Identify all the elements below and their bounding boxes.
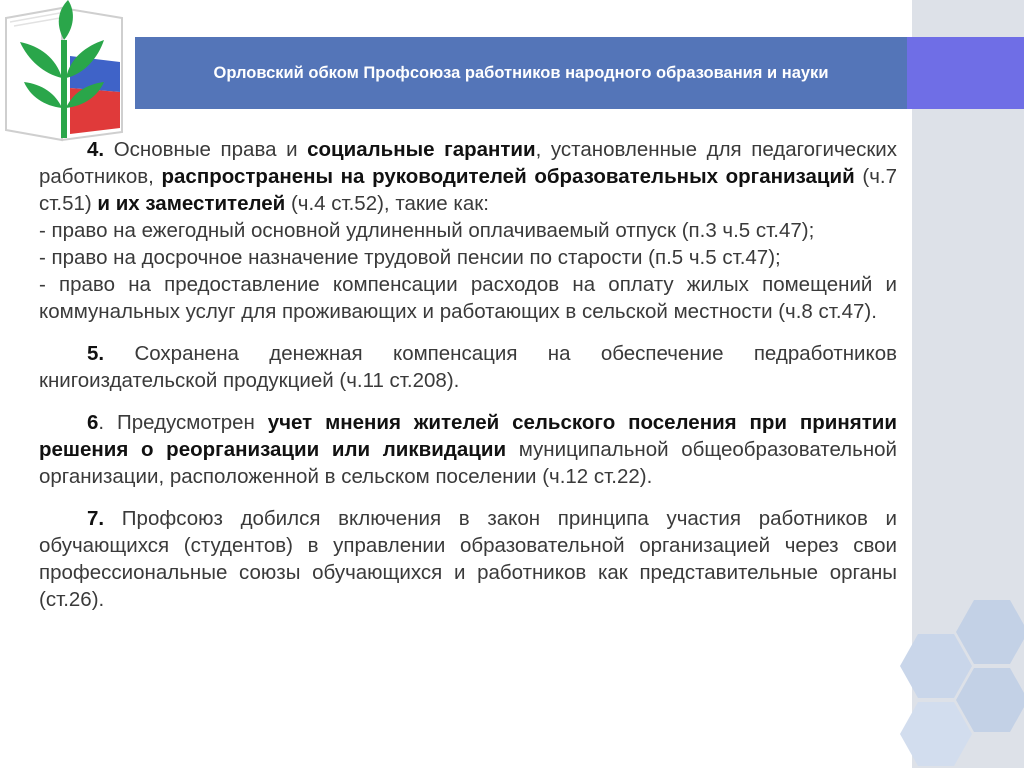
main-content: [39, 136, 897, 613]
bold-text: социальные гарантии: [307, 138, 536, 161]
text-span: . Предусмотрен: [98, 411, 268, 434]
hexagon-decoration: [840, 600, 1024, 768]
paragraph-number: 6: [87, 411, 99, 434]
header-title: Орловский обком Профсоюза работников народного образования и науки: [213, 63, 829, 82]
text-span: муниципальной общеобразовательной организации, расположенной в сельском поселении (ч.12 ст.22).: [39, 438, 897, 488]
paragraph-4: [39, 136, 897, 217]
list-item: - право на предоставление компенсации расходов на оплату жилых помещений и коммунальных услуг для проживающих и работающих в сельской местности (ч.8 ст.47).: [39, 273, 897, 323]
bold-text: учет мнения жителей сельского поселения при принятии решения о реорганизации или ликвидации: [39, 411, 897, 461]
header-bar: [135, 37, 907, 109]
paragraph-6: [39, 409, 897, 490]
paragraph-number: 5.: [87, 342, 105, 365]
list-item: - право на досрочное назначение трудовой пенсии по старости (п.5 ч.5 ст.47);: [39, 246, 781, 269]
bold-text: и их заместителей: [97, 192, 286, 215]
hexagon-shape: [900, 702, 972, 766]
text-span: , установленные для педагогических работников,: [39, 138, 897, 188]
paragraph-number: 7.: [87, 507, 105, 530]
header-accent: [907, 37, 1024, 109]
text-span: (ч.4 ст.52), такие как:: [285, 192, 489, 215]
paragraph-5: [39, 340, 897, 394]
bold-text: распространены на руководителей образовательных организаций: [161, 165, 855, 188]
union-book-sprout-logo-icon: [0, 0, 135, 145]
hexagon-shape: [956, 600, 1024, 664]
paragraph-number: 4.: [87, 138, 105, 161]
list-item: - право на ежегодный основной удлиненный оплачиваемый отпуск (п.3 ч.5 ст.47);: [39, 219, 815, 242]
paragraph-7: [39, 505, 897, 613]
text-span: Профсоюз добился включения в закон принципа участия работников и обучающихся (студентов) в управлении образовательной организацией через свои профессиональные союзы обучающихся и работников как представительные органы (ст.26).: [39, 507, 897, 611]
hexagon-shape: [956, 668, 1024, 732]
text-span: Основные права и: [104, 138, 308, 161]
hexagon-shape: [900, 634, 972, 698]
text-span: (ч.7 ст.51): [39, 165, 897, 215]
text-span: Сохранена денежная компенсация на обеспечение педработников книгоиздательской продукцией (ч.11 ст.208).: [39, 342, 897, 392]
